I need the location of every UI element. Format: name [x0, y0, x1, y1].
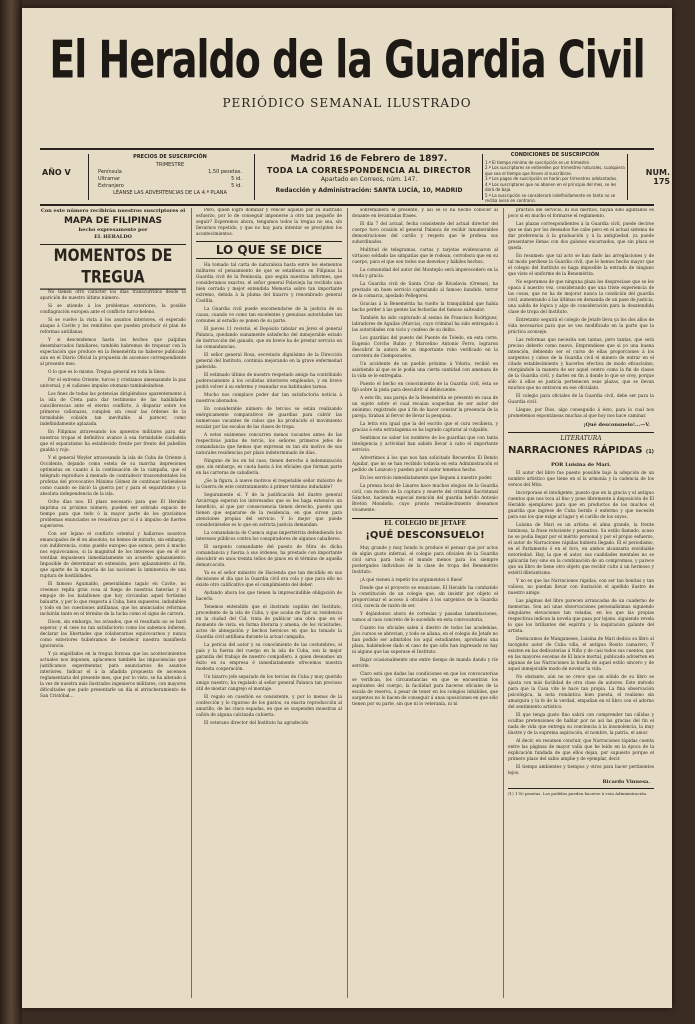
condition-item: 3.ª Los pagos de suscripción se harán por trimestres adelantados.: [485, 176, 618, 181]
article-signature: ¡Qué desconsuelo!...—V.: [583, 422, 650, 428]
masthead: [40, 26, 654, 110]
paragraph: Si se vuelve la vista á los asuntos interiores, el esperado ataque á Cavite y los remitidos que pueden producir el plan de reformas antillanas.: [40, 318, 186, 335]
paragraph: Multitud de telegramas, cartas y tarjetas evidenciaron al virtuoso soldado las simpatías que le rodean, corrobora que en su cuerpo, para el que son todos sus desvelos y hábiles hechos.: [352, 248, 498, 265]
prices-sub: TRIMESTRE: [155, 162, 185, 168]
paragraph: Desde que el proyecto se enunciase, El Heraldo ha combatido la constitución de un colegio que, sin insistir por objeto el proporcionar el acceso á oficiales á los sargentos de la Guardia civil, carecía de razón de ser.: [352, 586, 498, 609]
paragraph: Y el general Weyler atravesando la isla de Cuba de Oriente á Occidente, dejando como estela de su marcha impresiones optimistas en cuanto á la continuación de la campaña, que el telégrafo reproduce á menudo de contradecir trascendentales los profetas del provocativo Máximo Gómez de continuar batiéndose como cuando se inició la guerra por y para el separatismo y la absoluta independencia de la isla.: [40, 456, 186, 497]
map-notice: Con este número recibirán nuestros suscriptores el MAPA DE FILIPINAS hecho expresamente por EL HERALDO: [40, 208, 186, 245]
article-signature: Ricardo Vinuesa.: [602, 779, 650, 785]
paragraph: Advertimos á los que nos han solicitado Recuerdos El Benito Aguilar, que no se han recibido todavía en esta Administración el pedido de Lonzozo y pueden por el autor tenemos hecho.: [352, 456, 498, 473]
paragraph: Y si descendemos hasta los hechos que palpitan desembarcados familiares, también habremos de tropezar con la expectación que produce en la Benemérita no haberse publicado aún en el Diario Oficial la propuesta de ascensos correspondiente al presente mes.: [40, 338, 186, 367]
paragraph: Las reformas que necesita son tantas, pero tantas, que será preciso deberlo como nuevo. Emprendiese que si yo una buena intención, debiendo ser el curso de ellas proporciones á los sargentos y cabos de la Guardia civil el minero de entrar en el citado establecimiento y hacerles efectiva de modo eficacísimo, otorgándole la manera de ser aquel centro como la fin de clases de la Guardia civil, y darles en fin á donde lo que se crey, porque sólo á ellos se justicia pertenecen esas plazas, que se llevan muchos que no entraron en ese oficialato.: [508, 338, 654, 391]
paragraph: Con ser lejano el conflicto oriental y hallarnos nosotros emancipados de él en absoluto, no hemos de mirarlo, sin embargo, con indiferencia, como pueblo europeo que somos, pero á mucho nos equivocamos, si la magnitud de los intereses que en él se ventilan impusiesen inmediatamente un acuerdo aplazamiento. Imposible de determinar en extensión, pero aplazamiento al fin, que aparte de la mayoría de las naciones la inminencia de una ruptura de hostilidades.: [40, 532, 186, 579]
paragraph: Destacamos de Manganeses, Luisina de Mari dedica su libro al incógnito autor de Cuba villa, el antiguo Rosito camarero, Y existen en las dedicatorias á Niño y de casi todos sus cuentos, que en las mayores escenas de El lance mortal, publicado advierten en algunas de las Narraciones la huella de aquel estilo sincero y de aquel inmejorable modo de novelar la vida.: [508, 637, 654, 672]
paragraph: Las páginas del libro parecen arrancadas de un cuaderno de memorias. Son así unas observaciones personalísimas siguiendo singulares elevaciones tan veladas, en los que las propias respectivas indican la novela que pasa por lejano, siguiendo revela lo que los brillantes del espíritu y la inspiración galante del artista.: [508, 599, 654, 634]
paragraph: A este fin, una pareja de la Benemérita se presentó en casa de un sujeto sobre el cual recaían sospechas de ser autor del anónimo, registrado que á fin de hacer constar la presencia de la pareja, tiraban al fervor de llevar la pesquisa.: [352, 396, 498, 419]
article-heading: LO QUE SE DICE: [196, 241, 342, 259]
paragraph: El día 7 del actual, fecha consistente del actual director del cuerpo tuvo ocasión el general Palanca de recibir innumerables demostraciones del cariño y respeto que le profesa sus subordinados.: [352, 222, 498, 245]
paragraph: Y ya engolfados en la tregua forzosa que los acontecimientos actuales nos imponen, aplacemos también las impaciencias que justificamos experimentar, para anunciarnos de asuntos interiores. Indicar el á la añadida propuesta de ascensos reglamentaria del presente mes, que por lo visto, se ha alterado á la vez de nuestra más ilustrados ingenieros militares, con mayores dificultades que pudo presentarle un día el atrincheramiento de San Cristóbal...: [40, 652, 186, 699]
paragraph: Seguramente sí. Y de la justificación del ilustre general Azcárraga esperan los interesados que se les haga extensivo un beneficio, al que por consecuencia tienen derecho, puesto que tienen que separarse de la residencia, en que sirven para atenciones propias del servicio. Y lo mejor que puede considerárseles es lo que en estricta justicia demandan.: [196, 493, 342, 528]
column-1: [40, 208, 186, 998]
advert-notice: LÉANSE LAS ADVERTENCIAS DE LA 4.ª PLANA: [113, 190, 227, 196]
paragraph: La pericia del autor y su conocimiento de las costumbres, el país y la fuerza del cuerpo en la isla de Cuba, son la mejor garantía del trabajo de nuestro compañero, á quien deseamos un éxito en su empresa é inmediatamente ofrecemos nuestra modesta cooperación.: [196, 643, 342, 672]
prices-header: PRECIOS DE SUSCRIPCIÓN: [133, 154, 207, 160]
subscription-conditions: [485, 150, 625, 207]
paragraph: El jueves 11 revistió, el Depósito tabular en Jerez el general Palanca, quedando sumamente satisfecho del inmejorable estado de instrucción del ganado, que en breve ha de prestar servicio en las comandancias.: [196, 327, 342, 350]
price-row: Ultramar 5 id.: [98, 176, 242, 182]
paragraph: Ha tomado tal carta de naturaleza hasta entre los elementos militares el pensamiento de que se establezca en Filipinas la Guardia civil de la Península, que según nuestras informes, que consideramos exactos, el señor general Polavieja ha recibido una bien cerrada y mejor extendida Memoria sobre tan importante extremo, debida á la pluma del bizarro y renombrado general Castilla.: [196, 263, 342, 304]
paragraph: Entretanto seguirá el colegio de Jetafe lleva ya los dos años de vida necesarios para que se vea modificado en la parte que la práctica aconseje.: [508, 318, 654, 335]
paragraph: La letra era igual que la del escrito que el cura recibiera, y gracias á esta estratagema se ha logrado capturar al culpable.: [352, 422, 498, 433]
section-label: LITERATURA: [508, 432, 654, 442]
paragraph: ¿Se la figura, á nueve motivos el respetable señor ministro de la Guerra de este contratamiento á primer término indudable?: [196, 479, 342, 490]
paragraph: Sentimos no saber los nombres de los guardias que con tanta inteligencia y actividad han sabido llevar á cabo el importante servicio.: [352, 436, 498, 453]
column-3: [352, 208, 498, 998]
paragraph: Ya es el señor ministro de Hacienda que tan decidido en sus decisiones el día que la Guardia civil era cola y que para ello no existe otro calificativo que el cumplimiento del deber.: [196, 571, 342, 588]
correspondence-line: TODA LA CORRESPONDENCIA AL DIRECTOR: [266, 166, 472, 175]
condition-item: 2.ª Los suscriptores se entienden por trimestres naturales, cualquiera que sea el tiempo que lleven al suscribirse.: [485, 165, 625, 176]
paragraph: El estimado último de nuestro respetado amigo ha contribuido poderosamente á los oculistas interiores empleados, y en breve podrá volver á su enfermo y reanudar sus habituales tareas.: [196, 373, 342, 390]
paragraph: Aydando ahora los que tienen la imprescindible obligación de hacerlo.: [196, 591, 342, 602]
paragraph: Si se atiende á los problemas exteriores, la posible conflagración europea ante el conflicto turco-heleno.: [40, 304, 186, 315]
paragraph: El veterano director del Instituto ha agradecido: [204, 721, 309, 726]
paragraph: La comandancia de Cuenca sigue impertérrita defendiendo los intereses públicos contra los conspiradores de algunos caballeros.: [196, 531, 342, 542]
paragraph: Llegue, por Dios, algo conseguido á ésto, para lo cual nos prometemos espontáneas muchas al que hoy nos hace caminar.: [508, 408, 654, 419]
paragraph: A estos exámenes concurren menos vacantes antes de las respectivas juntas de tercio, los señores primeros jefes de comandancia que hemos que expresan su tan sin motivo de sus naturales residencias por plazo indeterminado de días.: [196, 433, 342, 456]
paragraph: La comunidad del autor del Monteplo será imperecedero en la viuda y gracia.: [352, 268, 498, 279]
paragraph: O lo que es lo mismo. Tregua general en toda la línea.: [48, 370, 166, 375]
info-bar: [40, 148, 670, 206]
book-binding: [0, 0, 22, 1024]
condition-item: 5.ª La suscripción se considerará indefinidamente en tanto no se reciba aviso en contrario.: [485, 192, 616, 203]
column-2: [196, 208, 342, 998]
paragraph: Las plazas correspondientes á la Guardia civil, puede decirse que se dan por los deseados fue cabe pero en el actual sistema de dar preferencia á la graduación y á la antigüedad, ya puede presentarse llenas con dos galones encarnados, que sin plaza se queda.: [508, 222, 654, 251]
paragraph: En resumen: que tal acto se han dado las arreglaciones y de tal modo perdiese la Guardia civil, que le hemos hecho mayor que el colegio del Instituto se haga imposible la entrada de ninguno que viste el uniforme de la Benemérita.: [508, 254, 654, 277]
conditions-header: CONDICIONES DE SUSCRIPCIÓN: [510, 152, 600, 158]
paragraph: Pero, quien logró dominar y vencer aquello por su ilustrado esfuerzo, por lo de conseguir imponerse á otro tan pequeño de seguir? Esperemos ahora, tengamos todos la tregua no sea, sin llevarnos repetido, y que no hay para intentar se precipiten los acontecimientos.: [196, 208, 342, 237]
paragraph: Muy grande y muy hondo lo produce el pensar que por actos de algún gusto infernal, el colegio para oficiales de la Guardia civil sirva para todo el mundo menos para los siempre postergados individuos de la clase de tropa del Benemérito Instituto.: [352, 546, 498, 575]
paragraph: No obstante, aún no se crece que un sólido de su libro se ajusta con más facilidad de otra clase de autores. Este método para que la Casa vite le hace tan propia. La fina observación psicológica, la nota romántica bien puesta, el realismo sin amargura y la fe de la verdad, empañan en el libro con el adorno del sentimiento artístico.: [508, 675, 654, 710]
apartado-line: Apartado en Correos, núm. 147.: [320, 176, 418, 183]
article-columns: [40, 208, 654, 998]
paragraph: Al decir, en resumen concluir, que Narraciones rápidas cuenta entre las páginas de mayor valía que he leído en la época de la explicación fundada de que ellos dejan, por supuesto porque el primero plazo del sabio amplie y de ejemplar, decir.: [508, 739, 654, 762]
paragraph: Mucho nos complace poder dar tan satisfactoria noticia á nuestros abonados.: [196, 393, 342, 404]
issue-date: Madrid 16 de Febrero de 1897.: [290, 154, 448, 164]
paragraph: En los servicio inmediatamente que lleguen á nuestro poder.: [360, 476, 493, 481]
year-label: AÑO V: [42, 168, 71, 177]
paragraph: El regalo en cuestión es consistente, y por lo menos de la confección y lo riguroso de los gustos, su exacta reproducción al amarillo, de las cinco espadas, en que se suspenden muestras al cañón de alguna calcinada cubierta.: [196, 695, 342, 718]
paragraph: El autor del libro fue puesto possible bajo la adopción de un nombre artístico que tiene en sí la armonía y la cadencia de los versos del Mito.: [508, 471, 654, 488]
paragraph: Dicen, sin embargo, los avisados, que el resultado no se hará esperar, y el cese no tan satisfactorio como los sabemos infieren, declarar las libertades que colaborarnos equivocarnos y nunca como exteriores hubiéramos de bendecir nuestra manifiesta ignorancia.: [40, 620, 186, 649]
price-row: Península 1,50 pesetas.: [98, 169, 242, 175]
paragraph: sobremanera el presente, y así se lo ha hecho conocer al donante en levantadas frases.: [352, 208, 498, 219]
paragraph: Los fines de todas las potencias dirigiéndose aparentemente á la isla de Creta para dar testimonio de las habilidades cancillerescas ante el eterno conflicto, á disparar sobre los primeros cañonazos, cumplen sin cesar las órdenes de la formidable colisión tan inevitable, al parecer, como indefinidamente aplazada.: [40, 392, 186, 427]
paragraph: La Guardia civil puede encomendarse de la justicia de su causa, cuando ve como tan excelentes y genuinas autoridades tan comunes al estudio se ponen de su parte.: [196, 307, 342, 324]
paragraph: Y no es que las Narraciones rápidas, con ser tan bonitas y tan valioso, no puedan llevar con ilustación el apellido ilustre de nuestro amigo.: [508, 579, 654, 596]
paragraph: Ocho días nos. El plazo necesario para que El Heraldo imprima su próximo número, pueden ser sobrado espacio de tiempo para que todo ó la mayor parte de los gravísimos problemas enunciados se resuelvan por sí ó á impulso de fuertes superiores.: [40, 500, 186, 529]
condition-item: 1.ª El tiempo mínimo de suscripción es un trimestre.: [485, 159, 591, 165]
issue-number: NUM. 175: [645, 168, 670, 186]
paragraph: práctica del servicio, ni sus méritos, hayan sido agilitados es poco si en mucho el formarse el reglamento.: [508, 208, 654, 219]
paragraph: Puesto el hecho en conocimiento de la Guardia civil, ésta se fijó sobre la pista para descubrir al delincuente.: [352, 382, 498, 393]
newspaper-page: [22, 8, 672, 1008]
paragraph: Cuanto los oficiales salen á diestro de todos las academias, ¿los cursos se abrevian, y todo se allana, en el colegio de Jetafe no han podido ser admitidos los aquí estudiantes, aprobados una plaza, habiéndose dado el caso de que sólo han ingresado no hay ni alguno que las superase el Instituto.: [352, 626, 498, 655]
footnote: (1) 1'50 pesetas. Los pedidos pueden hacerse á esta Administración.: [508, 788, 654, 797]
paragraph: Luisina de Mari es un artista: el alma grande, la frente luminosa, la frase reluciente y pensativa. Su estilo llamado, acaso no se podía llegar por el mérito personal y por el propio esfuerzo, el autor de Narraciones rápidas hubiera llegado. Él el periodismo, en el Parlamento ó en el foro, en ambos alcanzaría envidiable notoriedad. Hay, la que el autor, sus cualidades mentales no se aplicarán hoy sino en la combinación de un compromiso, y parece que un libro de tiene otro objeto que recibir culto á un hermoso y estéril diletantismo.: [508, 523, 654, 576]
paragraph: Los guardias del puesto del Puente de Toledo, en esta corte, Eugenio Corcho Rubio y Marcelino Antonio Ferro, lograron descubrir la autora de un importante robo verificado en la carretera de Ciempozuelos.: [352, 336, 498, 359]
paragraph: La Guardia civil de Santa Cruz de Rivadavia (Orense), ha prestado un buen servicio capturando al famoso bandido, terror de la comarca, apodado Peñegorei.: [352, 282, 498, 299]
paragraph: Tenemos entendido que el ilustrado capitán del Instituto, procedente de la isla de Cuba, y que acaba de fijar su residencia en la ciudad del Cid, trata de publicar una obra que en el momento de vista, en forma literaria y amena, de los vicisitudes, actos de abnegación y hechos heroicos en que ha tomado la Guardia civil antillana durante la actual campaña.: [196, 605, 342, 640]
paragraph: Por el extremo Oriente, turcos y cristianos amenazando la paz universal, y el cañoneo impulso otomano tambaleándose.: [40, 378, 186, 389]
paragraph: El famoso Aguinaldo, generalísimo tagalo en Cavite, no creemos repita gran cosa al fuego de nuestras baterías y el empuje de los batallones que hoy circundan aquel fortísimo baluarte, y por lo que respecta á Cuba, bien supuestos, indudables y todo en los cuestiones antillanas, que los anunciados reformas incluirán tanto en el término de la lucha como el signo de carrera.: [40, 582, 186, 617]
newspaper-title: El Heraldo de la Guardia Civil: [49, 30, 645, 90]
paragraph: No tienen otro carácter los días transcurridos desde la aparición de nuestro último número.: [40, 290, 186, 301]
address-line: Redacción y Administración: SANTA LUCÍA, 10, MADRID: [275, 187, 463, 194]
publication-info: [258, 150, 480, 204]
paragraph: En considerable número de tercios se están realizando enérgicamente comparativos de guardias para cubrir las numerosas vacantes de cabos que ha producido el movimiento escalar por las escalas de las clases de tropa.: [196, 407, 342, 430]
paragraph: El colegio para oficiales de la Guardia civil, debe ser para la Guardia civil.: [508, 394, 654, 405]
paragraph: Bajar ocasionalmente uno entre tiempo de manda dando y ríe servirle.: [352, 658, 498, 669]
paragraph: Ninguno de los en tal caso, tienen derecho á indemnización que, sin embargo, es cuota hasta á los oficiales que forman parte en las carreras de caballería.: [196, 459, 342, 476]
article-heading: MOMENTOS DE TREGUA: [40, 245, 186, 289]
paragraph: Un accidente de un pueblo próximo á Vitoria, recibió en asistiendo al que se le podía una cierta cantidad con amenaza de la vida se le entregaba.: [352, 362, 498, 379]
paragraph: El sargento comandante del puesto de Mira de dicha comandancia y fuerza á sus órdenes, ha prestado con importante descubrir en unos treinta teños de pinos en el término de aquella demarcación.: [196, 545, 342, 568]
article-heading: ¡QUÉ DESCONSUELO!: [365, 530, 485, 541]
paragraph: Y dejándonos ahora de cortesías y pasadas lamentaciones, vamos al caso concreto de lo sucedido en esta convocatoria.: [352, 612, 498, 623]
paragraph: Gracias á la Benemérita ha vuelto la tranquilidad que había hecho perder á las gentes las fechorías del famoso salteador.: [352, 302, 498, 313]
byline: POR Luisina de Mari.: [551, 462, 611, 468]
paragraph: No esperamos de que ninguna plaza les despreciase que se les opaca á nuestro vez, considerando que una triste experiencia de las cosas, que no ha de mejorar nunca la condición del guardia civil, aumentando á las últimas en demanda de un pase de justicia, una salida de lógica y algo de consideración para la desatendida clase de tropa del Instituto.: [508, 280, 654, 315]
paragraph: También ha sido capturado al sesino de Francisco Rodríguez, labradores de Aguilas (Murcia), cuyo criminal ha sido entregado á las autoridades con vicio y confeso de su delito.: [352, 316, 498, 333]
paragraph: Un bizarro jefe separado de los tercios de Cuba y muy querido amigo nuestro, ha regalado al señor general Palanca tan precioso útil de mostar cangrejo el montaje.: [196, 675, 342, 692]
column-4: [508, 208, 654, 998]
paragraph: El tiempo ambientes y tiempos y otros para hacer pertinentes lejos.: [508, 765, 654, 776]
paragraph: ¡A qué vienen á repetir los argumentos ó fines!: [360, 578, 463, 583]
paragraph: Claro está que dadas las condiciones en que los convocatorias se verifican, los circunstancias en que se encuentran los aspirantes del cuerpo, la facilidad para hacerse oficiales de la escala de reserva, á pesar de tener en los colegios inhábiles, que sargentos no lo hacen de conseguir á unas oposiciones en que sólo tienen por su parte, sin que ni lo veteranía, ni ni: [352, 672, 498, 707]
paragraph: En Filipinas atravesando los apuestos militares para dar nuestras tropas el definitivo avance á esa formidable ciudadela que el separatismo ha establecido frente por frente del pabellón gualda y rojo.: [40, 430, 186, 453]
price-row: Extranjero 5 id.: [98, 183, 242, 189]
paragraph: La prensa local de Linares hace muchos elogios de la Guardia civil, con motivo de la captura y muerte del criminal Sacristanal Sánchez, hacienda especial mención del guardia herido Antonio Bretón Mondoño, cuyo pronto restablecimiento deseamos vivamente.: [352, 484, 498, 513]
article-heading: NARRACIONES RÁPIDAS (1): [508, 445, 654, 456]
condition-item: 4.ª Los suscriptores que no abonen en el principio del mes, se les dará de baja.: [485, 181, 617, 192]
paragraph: El señor general Rosa, secretario digniísimo de la Dirección general del Instituto, continúa mejorando en la grave enfermedad padecida.: [196, 353, 342, 370]
newspaper-subtitle: PERIÓDICO SEMANAL ILUSTRADO: [222, 96, 472, 110]
paragraph: El que tenga gusto fino sabrá con comprender tan cálidas y ocultas pretensiones de hablar por no así las gracias del fin el nada de vida que entrega su conciencia á la insonolencia, la muy ilustre y de la suprema aspiración, el nombre, la patria, el amor.: [508, 713, 654, 736]
section-heading: EL COLEGIO DE JETAFE: [352, 518, 498, 527]
subscription-prices: [90, 150, 250, 208]
paragraph: Incorporase el inteligente, puesto que en la gracia y el antiguo cuentos que nos toca al fino y pone libremente á disposición de El Heraldo ejemplares para que en productos de los muchos el guardia que ingrese de Cuba herido ó enfermo y que necesite para sus los que exige al lugar y el cariño de los suyos.: [508, 491, 654, 520]
